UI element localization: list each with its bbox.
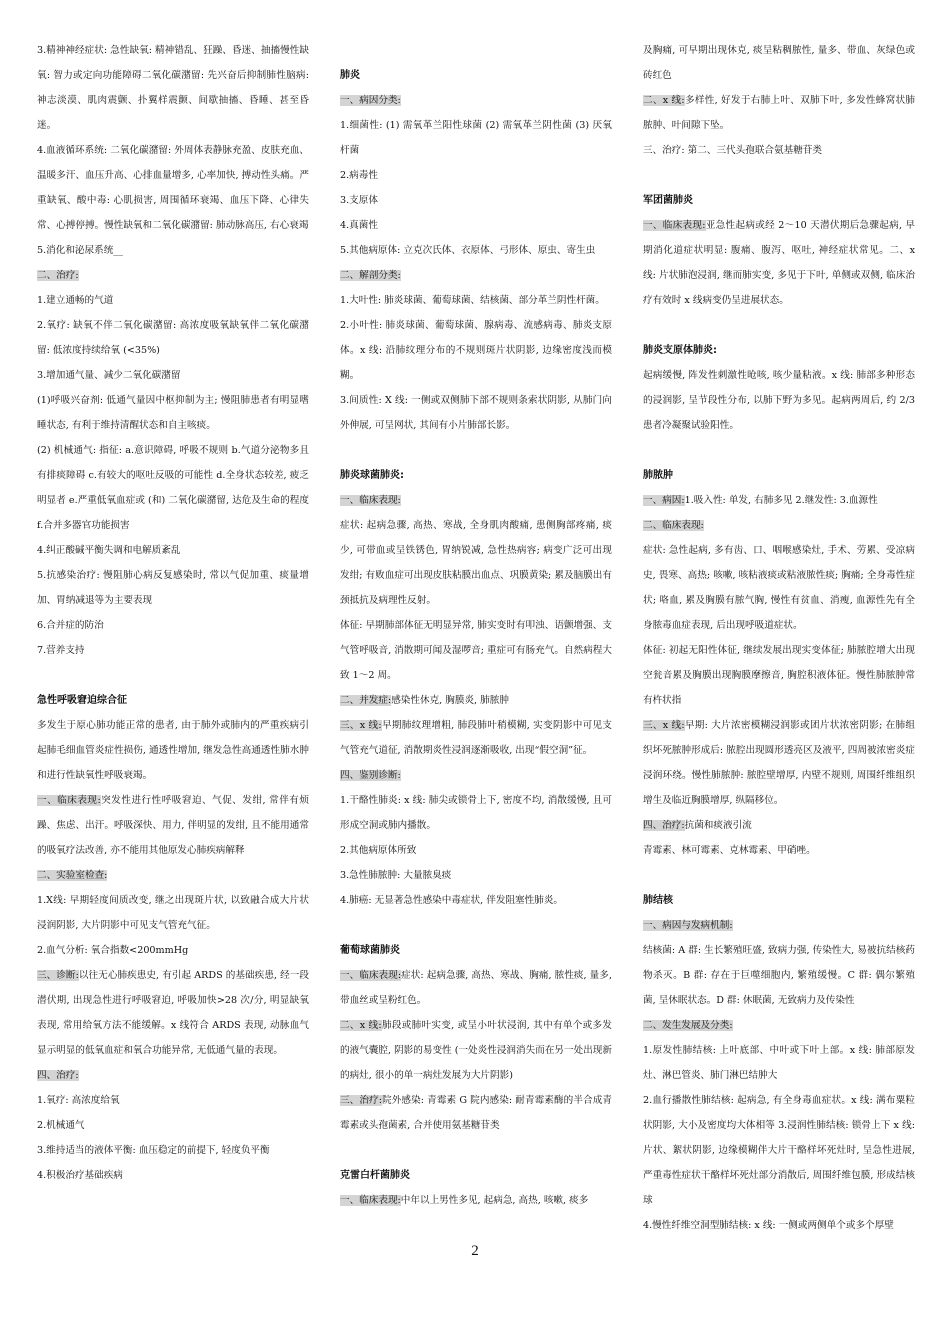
highlighted-label: 二、临床表现: — [643, 520, 704, 531]
paragraph — [643, 813, 915, 838]
paragraph — [643, 913, 915, 938]
paragraph-text: 1.大叶性: 肺炎球菌、葡萄球菌、结核菌、部分革兰阴性杆菌。 — [340, 295, 605, 306]
paragraph — [37, 638, 309, 663]
paragraph — [340, 288, 612, 313]
paragraph-text: 5.其他病原体: 立克次氏体、衣原体、弓形体、原虫、寄生虫 — [340, 245, 596, 256]
highlighted-label: 二、解剖分类: — [340, 270, 401, 281]
section-heading: 肺炎 — [340, 70, 360, 81]
paragraph — [340, 863, 612, 888]
paragraph — [37, 1163, 309, 1188]
paragraph-text: 症状: 起病急骤, 高热、寒战, 全身肌肉酸痛, 患侧胸部疼痛, 痰少, 可带血或呈铁锈色, 胃纳锐减, 急性热病容; 病变广泛可出现发绀; 有败血症可出现皮肤粘膜出血点、巩膜黄染; 累及脑膜出有颈抵抗及病理性反射。 — [340, 520, 612, 606]
paragraph-text: 2.小叶性: 肺炎球菌、葡萄球菌、腺病毒、流感病毒、肺炎支原体。x 线: 沿肺纹理分布的不规则斑片状阴影, 边缘密度浅而模糊。 — [340, 320, 612, 381]
paragraph-text: 1.细菌性: (1) 需氧革兰阳性球菌 (2) 需氧革兰阴性菌 (3) 厌氧杆菌 — [340, 120, 612, 156]
paragraph — [37, 788, 309, 863]
paragraph-text: 4.积极治疗基础疾病 — [37, 1170, 123, 1181]
paragraph — [37, 388, 309, 438]
paragraph — [643, 1213, 915, 1238]
paragraph-text: 6.合并症的防治 — [37, 620, 104, 631]
spacer — [643, 313, 915, 338]
spacer — [643, 863, 915, 888]
highlighted-label: 一、临床表现: — [340, 1195, 401, 1206]
section-heading: 急性呼吸窘迫综合征 — [37, 695, 127, 706]
paragraph — [37, 713, 309, 788]
paragraph — [340, 88, 612, 113]
paragraph — [643, 513, 915, 538]
paragraph-text: 体征: 早期肺部体征无明显异常, 肺实变时有叩浊、语颤增强、支气管呼吸音, 消散期可闻及湿啰音; 重症可有肠充气。自然病程大致 1～2 周。 — [340, 620, 612, 681]
paragraph — [37, 888, 309, 938]
highlighted-label: 一、临床表现: — [340, 495, 401, 506]
highlighted-label: 一、临床表现: — [37, 795, 101, 806]
paragraph — [37, 963, 309, 1063]
paragraph-text: 症状: 起病急骤, 高热、寒战、胸痛, 脓性痰, 量多, 带血丝或呈粉红色。 — [340, 970, 612, 1006]
paragraph — [340, 963, 612, 1013]
paragraph-text: (1)呼吸兴奋剂: 低通气量因中枢抑制为主; 慢阻肺患者有明显嗜睡状态, 有利于维持清醒状态和自主咳痰。 — [37, 395, 309, 431]
paragraph-text: 感染性休克, 胸膜炎, 肺脓肿 — [391, 695, 509, 706]
paragraph — [37, 1113, 309, 1138]
section-heading: 肺脓肿 — [643, 470, 673, 481]
paragraph — [643, 838, 915, 863]
paragraph — [340, 1088, 612, 1138]
highlighted-label: 四、鉴别诊断: — [340, 770, 401, 781]
paragraph-text: 3.急性肺脓肿: 大量脓臭痰 — [340, 870, 452, 881]
paragraph-text: 早期肺纹理增粗, 肺段肺叶稍模糊, 实变阴影中可见支气管充气道征, 消散期炎性浸润逐渐吸收, 出现“假空洞”征。 — [340, 720, 612, 756]
paragraph — [340, 388, 612, 438]
paragraph-text: 2.病毒性 — [340, 170, 378, 181]
paragraph-text: 2.其他病原体所致 — [340, 845, 417, 856]
paragraph — [37, 238, 309, 263]
paragraph — [340, 688, 612, 713]
paragraph — [37, 138, 309, 238]
paragraph-text: 3.支原体 — [340, 195, 378, 206]
paragraph-text: (2) 机械通气: 指征: a.意识障碍, 呼吸不规则 b.气道分泌物多且有排痰障碍 c.有较大的呕吐反吸的可能性 d.全身状态较差, 疲乏明显者 e.严重低氧血症或 (和) 二氧化碳潴留, 达危及生命的程度 f.合并多器官功能损害 — [37, 445, 309, 531]
paragraph-text: 5.消化和泌尿系统__ — [37, 245, 123, 256]
paragraph-text: 1.干酪性肺炎: x 线: 肺尖或锁骨上下, 密度不均, 消散缓慢, 且可形成空洞或肺内播散。 — [340, 795, 612, 831]
paragraph-text: 早期: 大片浓密模糊浸润影或团片状浓密阴影; 在肺组织坏死脓肿形成后: 脓腔出现圆形透亮区及液平, 四周被浓密炎症浸润环绕。慢性肺脓肿: 脓腔壁增厚, 内壁不规则, 周围纤维组织增生及临近胸膜增厚, 纵隔移位。 — [643, 720, 915, 806]
paragraph — [643, 138, 915, 163]
paragraph — [340, 263, 612, 288]
paragraph — [643, 363, 915, 438]
paragraph — [340, 238, 612, 263]
highlighted-label: 一、临床表现: — [643, 220, 706, 231]
spacer — [643, 438, 915, 463]
paragraph-text: 3.维持适当的液体平衡: 血压稳定的前提下, 轻度负平衡 — [37, 1145, 270, 1156]
section-heading: 肺结核 — [643, 895, 673, 906]
paragraph-text: 体征: 初起无阳性体征, 继续发展出现实变体征; 肺脓腔增大出现空瓮音累及胸膜出现胸膜摩擦音, 胸腔积液体征。慢性肺脓肿常有杵状指 — [643, 645, 915, 706]
highlighted-label: 二、实验室检查: — [37, 870, 108, 881]
paragraph-text: 以往无心肺疾患史, 有引起 ARDS 的基础疾患, 经一段潜伏期, 出现急性进行呼吸窘迫, 呼吸加快>28 次/分, 明显缺氧表现, 常用给氧方法不能缓解。x 线符合 ARDS 表现, 动脉血气显示明显的低氧血症和氧合功能异常, 无低通气量的表现。 — [37, 970, 310, 1056]
paragraph-text: 亚急性起病或经 2～10 天潜伏期后急骤起病, 早期消化道症状明显: 腹痛、腹泻、呕吐, 神经症状常见。二、x 线: 片状肺泡浸润, 继而肺实变, 多见于下叶, 单侧或双侧, 临床治疗有效时 x 线病变仍呈进展状态。 — [643, 220, 915, 306]
paragraph — [340, 313, 612, 388]
section-heading: 军团菌肺炎 — [643, 195, 693, 206]
highlighted-label: 三、x 线: — [643, 720, 685, 731]
paragraph-text: 3.精神神经症状: 急性缺氧: 精神错乱、狂躁、昏迷、抽搐慢性缺氧: 智力或定向功能障碍二氧化碳潴留: 先兴奋后抑制肺性脑病: 神志淡漠、肌肉震颤、扑翼样震颤、间歇抽搐、昏睡、甚至昏迷。 — [37, 45, 309, 131]
paragraph-text: 中年以上男性多见, 起病急, 高热, 咳嗽, 痰多 — [400, 1195, 589, 1206]
paragraph-text: 肺段或肺叶实变, 或呈小叶状浸润, 其中有单个或多发的液气囊腔, 阴影的易变性 (一处炎性浸润消失而在另一处出现新的病灶, 很小的单一病灶发展为大片阴影) — [340, 1020, 612, 1081]
highlighted-label: 一、临床表现: — [340, 970, 402, 981]
spacer — [340, 1138, 612, 1163]
paragraph — [37, 863, 309, 888]
page-number: 2 — [471, 1243, 479, 1259]
paragraph-text: 1.建立通畅的气道 — [37, 295, 114, 306]
section-heading: 肺炎球菌肺炎: — [340, 470, 404, 481]
paragraph — [643, 38, 915, 88]
paragraph-text: 及胸痛, 可早期出现休克, 痰呈粘稠脓性, 量多、带血、灰绿色或砖红色 — [643, 45, 915, 81]
highlighted-label: 三、诊断: — [37, 970, 79, 981]
paragraph — [643, 213, 915, 313]
paragraph-text: 2.机械通气 — [37, 1120, 85, 1131]
paragraph — [37, 1063, 309, 1088]
paragraph-text: 抗菌和痰液引流 — [684, 820, 752, 831]
highlighted-label: 二、x 线: — [340, 1020, 382, 1031]
paragraph-text: 2.血气分析: 氧合指数<200mmHg — [37, 945, 189, 956]
highlighted-label: 二、x 线: — [643, 95, 685, 106]
paragraph — [340, 788, 612, 838]
highlighted-label: 一、病因分类: — [340, 95, 401, 106]
paragraph — [340, 888, 612, 913]
column-left — [37, 38, 309, 1188]
paragraph-text: 7.营养支持 — [37, 645, 85, 656]
highlighted-label: 二、发生发展及分类: — [643, 1020, 733, 1031]
paragraph — [643, 1038, 915, 1088]
column-right — [643, 38, 915, 1238]
spacer — [340, 38, 612, 63]
paragraph-text: 1.吸入性: 单发, 右肺多见 2.继发性: 3.血源性 — [684, 495, 878, 506]
paragraph-text: 症状: 急性起病, 多有齿、口、咽喉感染灶, 手术、劳累、受凉病史, 畏寒、高热; 咳嗽, 咳粘液痰或粘液脓性痰; 胸痛; 全身毒性症状; 咯血, 累及胸膜有脓气胸, 慢性有贫血、消瘦, 血源性先有全身脓毒血症表现, 后出现呼吸道症状。 — [643, 545, 915, 631]
spacer — [643, 163, 915, 188]
spacer — [37, 663, 309, 688]
paragraph — [37, 263, 309, 288]
paragraph — [37, 38, 309, 138]
spacer — [340, 913, 612, 938]
paragraph — [340, 113, 612, 163]
paragraph — [37, 563, 309, 613]
paragraph-text: 4.肺癌: 无显著急性感染中毒症状, 伴发阻塞性肺炎。 — [340, 895, 564, 906]
paragraph — [340, 488, 612, 513]
paragraph — [340, 213, 612, 238]
spacer — [340, 438, 612, 463]
paragraph-text: 青霉素、林可霉素、克林霉素、甲硝唑。 — [643, 845, 816, 856]
paragraph-text: 起病缓慢, 阵发性刺激性呛咳, 咳少量粘液。x 线: 肺部多种形态的浸润影, 呈节段性分布, 以肺下野为多见。起病两周后, 约 2/3 患者冷凝聚试验阳性。 — [643, 370, 915, 431]
paragraph — [340, 1013, 612, 1088]
paragraph-text: 2.血行播散性肺结核: 起病急, 有全身毒血症状。x 线: 满布粟粒状阴影, 大小及密度均大体相等 3.浸润性肺结核: 锁骨上下 x 线: 片状、絮状阴影, 边缘模糊伴大片干酪样坏死灶时, 呈急性进展, 严重毒性症状干酪样坏死灶部分消散后, 周围纤维包膜, 形成结核球 — [643, 1095, 915, 1206]
paragraph — [340, 838, 612, 863]
paragraph — [37, 1088, 309, 1113]
paragraph — [37, 613, 309, 638]
paragraph-text: 3.间质性: X 线: 一侧或双侧肺下部不规则条索状阴影, 从肺门向外伸展, 可呈网状, 其间有小片肺部长影。 — [340, 395, 612, 431]
paragraph — [37, 438, 309, 538]
highlighted-label: 三、x 线: — [340, 720, 382, 731]
highlighted-label: 二、治疗: — [37, 270, 79, 281]
paragraph-text: 多样性, 好发于右肺上叶、双肺下叶, 多发性蜂窝状肺脓肿、叶间隙下坠。 — [643, 95, 915, 131]
paragraph-text: 5.抗感染治疗: 慢阻肺心病反复感染时, 常以气促加重、痰量增加、胃纳减退等为主要表现 — [37, 570, 309, 606]
paragraph — [37, 288, 309, 313]
paragraph-text: 4.纠正酸碱平衡失调和电解质紊乱 — [37, 545, 181, 556]
highlighted-label: 四、治疗: — [643, 820, 685, 831]
paragraph-text: 3.增加通气量、减少二氧化碳潴留 — [37, 370, 181, 381]
paragraph-text: 2.氧疗: 缺氧不伴二氧化碳潴留: 高浓度吸氧缺氧伴二氧化碳潴留: 低浓度持续给氧 (<35%) — [37, 320, 309, 356]
paragraph-text: 4.血液循环系统: 二氧化碳潴留: 外周体表静脉充盈、皮肤充血、温暖多汗、血压升高、心排血量增多, 心率加快, 搏动性头痛。严重缺氧、酸中毒: 心肌损害, 周围循环衰竭、血压下降、心律失常、心搏停搏。慢性缺氧和二氧化碳潴留: 肺动脉高压, 右心衰竭 — [37, 145, 309, 231]
paragraph — [37, 313, 309, 363]
paragraph-text: 院外感染: 青霉素 G 院内感染: 耐青霉素酶的半合成青霉素或头孢菌素, 合并使用氨基糖苷类 — [340, 1095, 612, 1131]
paragraph — [643, 713, 915, 813]
paragraph — [37, 538, 309, 563]
paragraph — [340, 188, 612, 213]
paragraph — [643, 88, 915, 138]
paragraph — [643, 1013, 915, 1038]
paragraph — [340, 513, 612, 613]
highlighted-label: 三、治疗: — [340, 1095, 382, 1106]
paragraph — [37, 938, 309, 963]
paragraph-text: 三、治疗: 第二、三代头孢联合氨基糖苷类 — [643, 145, 822, 156]
paragraph-text: 1.氧疗: 高浓度给氧 — [37, 1095, 120, 1106]
paragraph — [643, 488, 915, 513]
section-heading: 葡萄球菌肺炎 — [340, 945, 400, 956]
paragraph-text: 突发性进行性呼吸窘迫、气促、发绀, 常伴有烦躁、焦虑、出汗。呼吸深快、用力, 伴明显的发绀, 且不能用通常的吸氧疗法改善, 亦不能用其他原发心肺疾病解释 — [37, 795, 309, 856]
paragraph — [340, 163, 612, 188]
highlighted-label: 一、病因与发病机制: — [643, 920, 733, 931]
paragraph — [37, 1138, 309, 1163]
paragraph-text: 1.X线: 早期轻度间质改变, 继之出现斑片状, 以致融合成大片状浸润阴影, 大片阴影中可见支气管充气征。 — [37, 895, 309, 931]
paragraph — [643, 1088, 915, 1213]
highlighted-label: 四、治疗: — [37, 1070, 79, 1081]
paragraph-text: 4.慢性纤维空洞型肺结核: x 线: 一侧或两侧单个或多个厚壁 — [643, 1220, 894, 1231]
paragraph — [643, 638, 915, 713]
paragraph — [643, 938, 915, 1013]
paragraph-text: 结核菌: A 群: 生长繁殖旺盛, 致病力强, 传染性大, 易被抗结核药物杀灭。B 群: 存在于巨噬细胞内, 繁殖缓慢。C 群: 偶尔繁殖菌, 呈休眠状态。D 群: 休眠菌, 无致病力及传染性 — [643, 945, 915, 1006]
paragraph — [37, 363, 309, 388]
paragraph — [643, 538, 915, 638]
paragraph — [340, 1188, 612, 1213]
paragraph — [340, 613, 612, 688]
column-middle — [340, 38, 612, 1213]
paragraph — [340, 713, 612, 763]
paragraph-text: 4.真菌性 — [340, 220, 378, 231]
paragraph-text: 多发生于原心肺功能正常的患者, 由于肺外或肺内的严重疾病引起肺毛细血管炎症性损伤, 通透性增加, 继发急性高通透性肺水肿和进行性缺氧性呼吸衰竭。 — [37, 720, 309, 781]
section-heading: 肺炎支原体肺炎: — [643, 345, 717, 356]
highlighted-label: 二、并发症: — [340, 695, 392, 706]
section-heading: 克雷白杆菌肺炎 — [340, 1170, 410, 1181]
paragraph — [340, 763, 612, 788]
highlighted-label: 一、病因: — [643, 495, 685, 506]
paragraph-text: 1.原发性肺结核: 上叶底部、中叶或下叶上部。x 线: 肺部原发灶、淋巴管炎、肺门淋巴结肿大 — [643, 1045, 915, 1081]
